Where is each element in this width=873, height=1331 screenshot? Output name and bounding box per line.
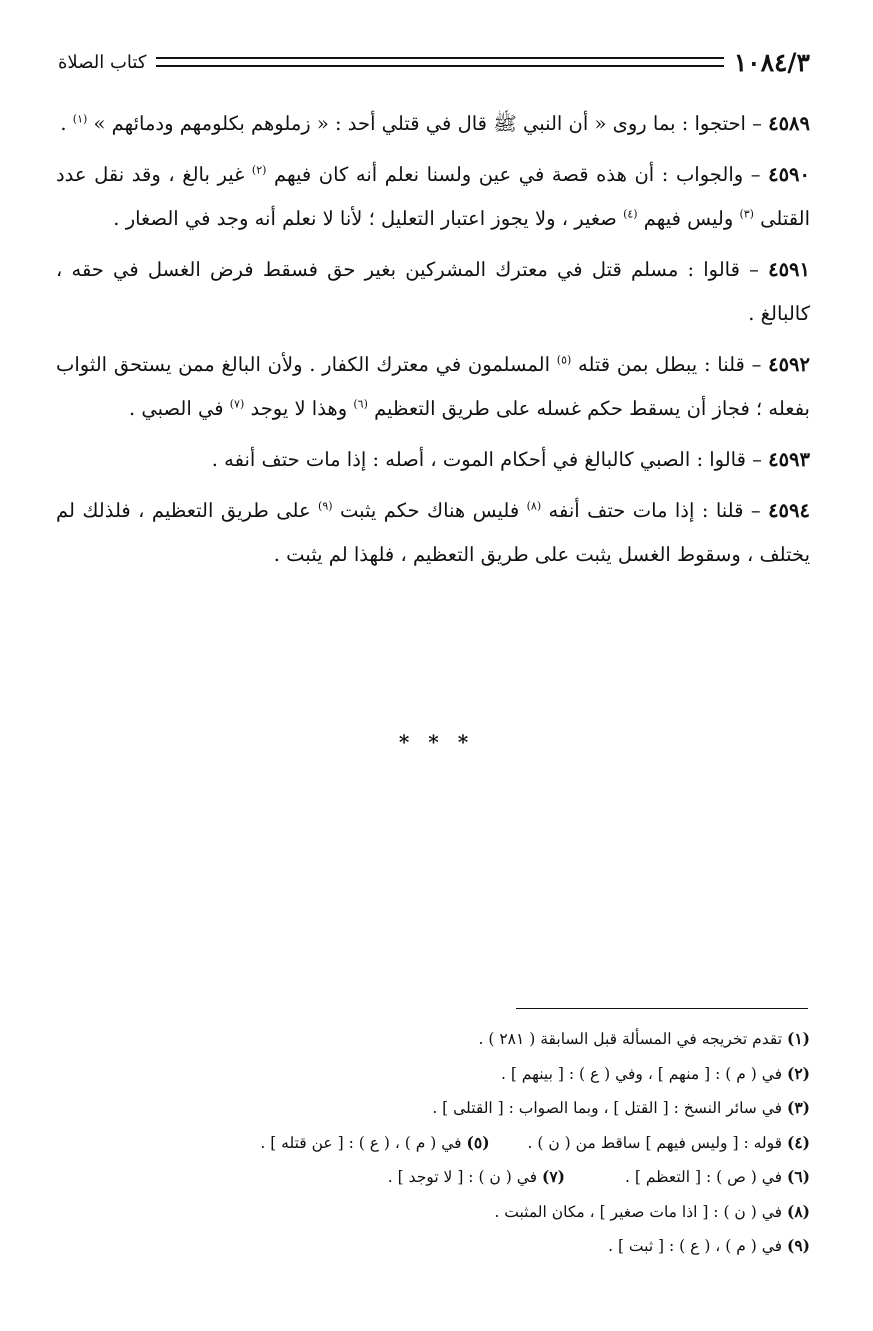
paragraph-text: قلنا : يبطل بمن قتله	[578, 353, 745, 376]
footnote-ref: (٨)	[526, 499, 542, 513]
footnote-2	[100, 1057, 810, 1092]
footnote-number: (١)	[786, 1029, 810, 1048]
paragraph-4592: ٤٥٩٢ – قلنا : يبطل بمن قتله $^{(٥)}$ المسلمون في معترك الكفار . ولأن البالغ ممن يستحق الثواب بفعله ؛ فجاز أن يسقط حكم غسله على طريق التعظيم $^{(٦)}$ وهذا لا يوجد $^{(٧)}$ في الصبي .	[56, 353, 810, 420]
issue-number: ٤٥٩٠	[768, 163, 810, 186]
footnote-number: (٧)	[541, 1167, 565, 1186]
issue-number: ٤٥٩٣	[768, 448, 810, 471]
footnote-text: في ( ن ) : [ لا توجد ] .	[387, 1168, 538, 1186]
footnote-ref: (١)	[72, 112, 88, 126]
paragraph-4589: ٤٥٨٩ – احتجوا : بما روى « أن النبي ﷺ قال في قتلي أحد : « زملوهم بكلومهم ودمائهم » $^{(١)}$ .	[60, 112, 810, 135]
footnote-number: (٤)	[786, 1132, 810, 1152]
main-text	[56, 102, 810, 584]
footnote-9	[100, 1229, 810, 1264]
paragraph-text: غير بالغ ، وقد نقل عدد القتلى	[56, 163, 810, 230]
paragraph-text: فليس هناك حكم يثبت	[340, 499, 527, 522]
footnote-number: (٨)	[786, 1201, 810, 1221]
page-number: ١٠٨٤/٣	[733, 47, 810, 77]
paragraph-text: قلنا : إذا مات حتف أنفه	[548, 499, 744, 522]
issue-number: ٤٥٨٩	[768, 112, 810, 135]
paragraph-text: وهذا لا يوجد	[250, 397, 354, 420]
footnote-text: في ( م ) ، ( ع ) : [ عن قتله ] .	[260, 1133, 462, 1152]
paragraph-text: قالوا : مسلم قتل في معترك المشركين بغير حق فسقط فرض الغسل في حقه ، كالبالغ .	[56, 258, 810, 325]
footnote-ref: (٧)	[229, 397, 245, 411]
issue-number: ٤٥٩١	[768, 258, 810, 281]
footnote-ref: (٢)	[251, 163, 267, 177]
footnote-text: في ( م ) ، ( ع ) : [ ثبت ] .	[608, 1237, 783, 1255]
paragraph-text: في الصبي .	[128, 397, 230, 420]
footnote-text: في ( ص ) : [ التعظم ] .	[625, 1168, 783, 1186]
footnote-number: (٢)	[786, 1063, 810, 1083]
footnote-6-7	[100, 1160, 810, 1195]
paragraph-4594: ٤٥٩٤ – قلنا : إذا مات حتف أنفه $^{(٨)}$ فليس هناك حكم يثبت $^{(٩)}$ على طريق التعظيم ، فلذلك لم يختلف ، وسقوط الغسل يثبت على طريق التعظيم ، فلهذا لم يثبت .	[56, 499, 810, 566]
footnote-ref: (٦)	[353, 397, 368, 411]
footnote-text: قوله : [ وليس فيهم ] ساقط من ( ن ) .	[527, 1133, 783, 1152]
footnote-ref: (٣)	[739, 207, 754, 221]
footnote-text: في ( ن ) : [ اذا مات صغير ] ، مكان المثبت .	[494, 1202, 783, 1221]
paragraph-text: صغير ، ولا يجوز اعتبار التعليل ؛ لأنا لا نعلم أنه وجد في الصغار .	[113, 207, 624, 230]
paragraph-4590: ٤٥٩٠ – والجواب : أن هذه قصة في عين ولسنا نعلم أنه كان فيهم $^{(٢)}$ غير بالغ ، وقد نقل عدد القتلى $^{(٣)}$ وليس فيهم $^{(٤)}$ صغير ، ولا يجوز اعتبار التعليل ؛ لأنا لا نعلم أنه وجد في الصغار .	[56, 163, 810, 230]
footnotes	[100, 1022, 810, 1264]
footnote-divider	[516, 1008, 808, 1009]
paragraph-4593: ٤٥٩٣ – قالوا : الصبي كالبالغ في أحكام الموت ، أصله : إذا مات حتف أنفه .	[211, 448, 810, 471]
paragraph-text: والجواب : أن هذه قصة في عين ولسنا نعلم أنه كان فيهم	[274, 163, 744, 186]
paragraph-text: على طريق التعظيم ، فلذلك لم يختلف ، وسقوط الغسل يثبت على طريق التعظيم ، فلهذا لم يثبت .	[56, 499, 810, 566]
paragraph-text: قالوا : الصبي كالبالغ في أحكام الموت ، أصله : إذا مات حتف أنفه .	[211, 448, 746, 471]
page-header	[58, 42, 810, 82]
footnote-number: (٩)	[786, 1236, 810, 1255]
footnote-ref: (٥)	[556, 353, 572, 367]
footnote-8	[100, 1195, 810, 1230]
paragraph-text: .	[60, 112, 73, 135]
book-title: كتاب الصلاة	[58, 51, 147, 73]
paragraph-text: وليس فيهم	[643, 207, 740, 230]
footnote-1	[100, 1022, 810, 1057]
footnote-text: في سائر النسخ : [ القتل ] ، وبما الصواب : [ القتلى ] .	[432, 1099, 783, 1117]
paragraph-text: المسلمون في معترك الكفار . ولأن البالغ ممن يستحق الثواب بفعله ؛ فجاز أن يسقط حكم غسله على طريق التعظيم	[56, 353, 810, 420]
footnote-number: (٦)	[786, 1167, 810, 1186]
footnote-number: (٥)	[466, 1132, 490, 1152]
footnote-ref: (٤)	[623, 207, 638, 221]
issue-number: ٤٥٩٤	[768, 499, 810, 522]
paragraph-text: احتجوا : بما روى « أن النبي ﷺ قال في قتلي أحد : « زملوهم بكلومهم ودمائهم »	[93, 112, 746, 135]
footnote-4-5	[100, 1126, 810, 1161]
footnote-text: في ( م ) : [ منهم ] ، وفي ( ع ) : [ بينهم ] .	[500, 1064, 783, 1083]
paragraph-4591: ٤٥٩١ – قالوا : مسلم قتل في معترك المشركين بغير حق فسقط فرض الغسل في حقه ، كالبالغ .	[56, 258, 810, 325]
footnote-ref: (٩)	[318, 499, 333, 513]
footnote-number: (٣)	[786, 1098, 810, 1117]
section-separator: * * *	[398, 730, 475, 754]
issue-number: ٤٥٩٢	[768, 353, 810, 376]
header-rule	[156, 57, 723, 67]
footnote-text: تقدم تخريجه في المسألة قبل السابقة ( ٢٨١ ) .	[478, 1030, 783, 1048]
footnote-3	[100, 1091, 810, 1126]
